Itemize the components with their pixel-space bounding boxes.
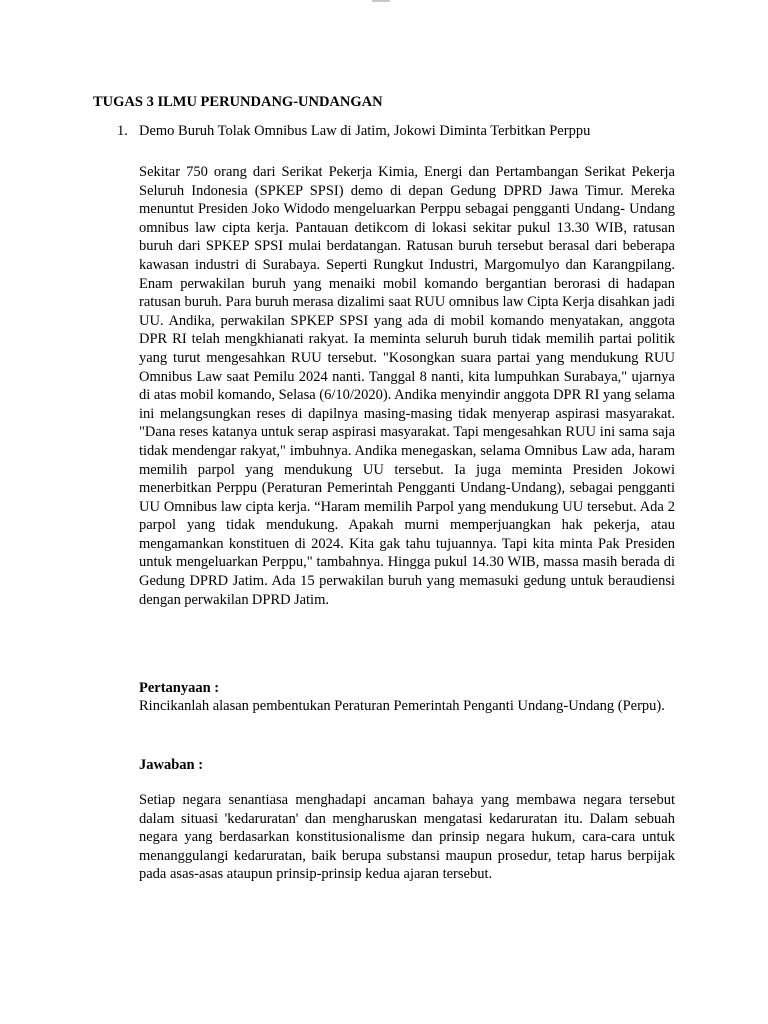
question-text: Rincikanlah alasan pembentukan Peraturan Pemerintah Penganti Undang-Undang (Perpu). xyxy=(139,698,665,714)
article-paragraph: Sekitar 750 orang dari Serikat Pekerja Kimia, Energi dan Pertambangan Serikat Pekerja Seluruh Indonesia (SPKEP SPSI) demo di depan Gedung DPRD Jawa Timur. Mereka menuntut Presiden Joko Widodo mengeluarkan Perppu sebagai pengganti Undang- Undang omnibus law cipta kerja. Pantauan detikcom di lokasi sekitar pukul 13.30 WIB, ratusan buruh dari SPKEP SPSI mulai berdatangan. Ratusan buruh tersebut berasal dari beberapa kawasan industri di Surabaya. Seperti Rungkut Industri, Margomulyo dan Karangpilang. Enam perwakilan buruh yang menaiki mobil komando bergantian berorasi di hadapan ratusan buruh. Para buruh merasa dizalimi saat RUU omnibus law Cipta Kerja disahkan jadi UU. Andika, perwakilan SPKEP SPSI yang ada di mobil komando menyatakan, anggota DPR RI telah mengkhianati rakyat. Ia meminta seluruh buruh tidak memilih partai politik yang turut mengesahkan RUU tersebut. "Kosongkan suara partai yang mendukung RUU Omnibus Law saat Pemilu 2024 nanti. Tanggal 8 nanti, kita lumpuhkan Surabaya," ujarnya di atas mobil komando, Selasa (6/10/2020). Andika menyindir anggota DPR RI yang selama ini melangsungkan reses di dapilnya masing-masing tidak menyerap aspirasi masyarakat. "Dana reses katanya untuk serap aspirasi masyarakat. Tapi mengesahkan RUU ini sama saja tidak mendengar rakyat," imbuhnya. Andika menegaskan, selama Omnibus Law ada, haram memilih parpol yang mendukung UU tersebut. Ia juga meminta Presiden Jokowi menerbitkan Perppu (Peraturan Pemerintah Pengganti Undang-Undang), sebagai pengganti UU Omnibus law cipta kerja. “Haram memilih Parpol yang mendukung UU tersebut. Ada 2 parpol yang tidak mendukung. Apakah murni memperjuangkan hak pekerja, atau mengamankan konstituen di 2024. Kita gak tahu tujuannya. Tapi kita minta Pak Presiden untuk mengeluarkan Perppu," tambahnya. Hingga pukul 14.30 WIB, massa masih berada di Gedung DPRD Jatim. Ada 15 perwakilan buruh yang memasuki gedung untuk beraudiensi dengan perwakilan DPRD Jatim. xyxy=(139,164,675,608)
question-label: Pertanyaan : xyxy=(139,680,220,696)
list-item-heading xyxy=(117,121,677,141)
document-title: TUGAS 3 ILMU PERUNDANG-UNDANGAN xyxy=(93,94,383,110)
answer-paragraph: Setiap negara senantiasa menghadapi ancaman bahaya yang membawa negara tersebut dalam situasi 'kedaruratan' dan mengharuskan mengatasi kedaruratan itu. Dalam sebuah negara yang berdasarkan konstitusionalisme dan prinsip negara hukum, cara-cara untuk menanggulangi kedaruratan, baik berupa substansi maupun prosedur, tetap harus berpijak pada asas-asas ataupun prinsip-prinsip kedua ajaran tersebut. xyxy=(139,792,675,883)
list-item-number: 1. xyxy=(117,123,128,139)
page-top-mark xyxy=(372,0,390,2)
answer-label: Jawaban : xyxy=(139,757,204,773)
list-item-heading-text: Demo Buruh Tolak Omnibus Law di Jatim, Jokowi Diminta Terbitkan Perppu xyxy=(139,123,591,139)
